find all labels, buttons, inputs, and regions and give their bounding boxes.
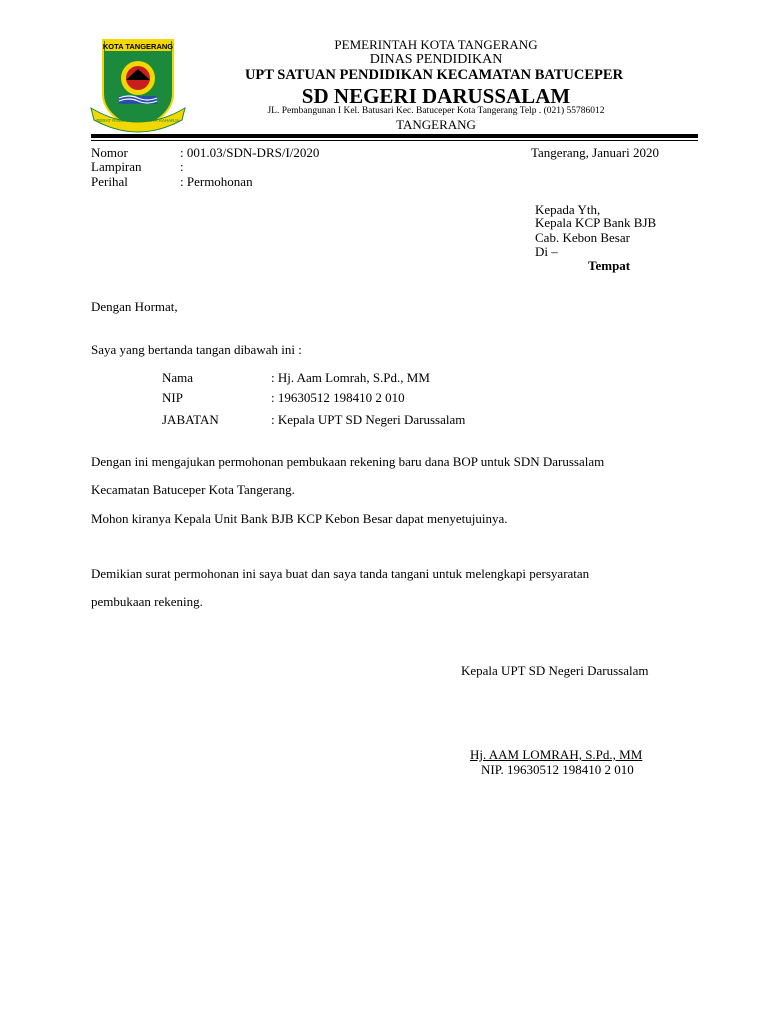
- signature-title: Kepala UPT SD Negeri Darussalam: [461, 663, 649, 678]
- letterhead-school-name: SD NEGERI DARUSSALAM: [301, 84, 571, 108]
- letter-date: Tangerang, Januari 2020: [531, 145, 659, 160]
- letterhead-address: JL. Pembangunan I Kel. Batusari Kec. Batuceper Kota Tangerang Telp . (021) 55786012: [267, 106, 605, 116]
- letterhead-divider-thick: [91, 134, 698, 138]
- nomor-value: : 001.03/SDN-DRS/I/2020: [180, 145, 320, 160]
- recipient-line3: Cab. Kebon Besar: [535, 230, 630, 245]
- field-value-nip: : 19630512 198410 2 010: [271, 390, 405, 405]
- svg-text:KOTA TANGERANG: KOTA TANGERANG: [102, 42, 174, 51]
- kota-tangerang-logo: [89, 36, 187, 134]
- letterhead-upt: UPT SATUAN PENDIDIKAN KECAMATAN BATUCEPER: [244, 67, 624, 83]
- letterhead-city: TANGERANG: [396, 117, 476, 132]
- field-label-nama: Nama: [162, 370, 194, 385]
- perihal-value: : Permohonan: [180, 174, 253, 189]
- field-label-jabatan: JABATAN: [162, 412, 219, 427]
- paragraph-closing-line2: pembukaan rekening.: [91, 594, 203, 609]
- field-value-nama: : Hj. Aam Lomrah, S.Pd., MM: [271, 370, 430, 385]
- field-value-jabatan: : Kepala UPT SD Negeri Darussalam: [271, 412, 466, 427]
- signature-name: Hj. AAM LOMRAH, S.Pd., MM: [470, 747, 643, 762]
- letterhead-department: DINAS PENDIDIKAN: [369, 52, 503, 67]
- signature-nip: NIP. 19630512 198410 2 010: [481, 762, 634, 777]
- intro: Saya yang bertanda tangan dibawah ini :: [91, 342, 302, 357]
- nomor-label: Nomor: [91, 145, 128, 160]
- letterhead-divider-thin: [91, 140, 698, 141]
- field-label-nip: NIP: [162, 390, 183, 405]
- lampiran-value: :: [180, 159, 184, 174]
- paragraph-closing-line1: Demikian surat permohonan ini saya buat dan saya tanda tangani untuk melengkapi persyaratan: [91, 566, 590, 581]
- lampiran-label: Lampiran: [91, 159, 142, 174]
- svg-text:BERAT RINGAN ADHI KARYA RAHARJ: BERAT RINGAN ADHI KARYA RAHARJA: [96, 118, 180, 123]
- recipient-line1: Kepada Yth,: [535, 202, 601, 217]
- paragraph-approval: Mohon kiranya Kepala Unit Bank BJB KCP Kebon Besar dapat menyetujuinya.: [91, 511, 508, 526]
- perihal-label: Perihal: [91, 174, 128, 189]
- recipient-line2: Kepala KCP Bank BJB: [535, 215, 657, 230]
- letterhead-government: PEMERINTAH KOTA TANGERANG: [334, 37, 538, 52]
- paragraph-request-line1: Dengan ini mengajukan permohonan pembukaan rekening baru dana BOP untuk SDN Darussalam: [91, 454, 605, 469]
- paragraph-request-line2: Kecamatan Batuceper Kota Tangerang.: [91, 482, 295, 497]
- recipient-place: Tempat: [588, 258, 631, 273]
- greeting: Dengan Hormat,: [91, 299, 178, 314]
- recipient-line4: Di –: [535, 244, 558, 259]
